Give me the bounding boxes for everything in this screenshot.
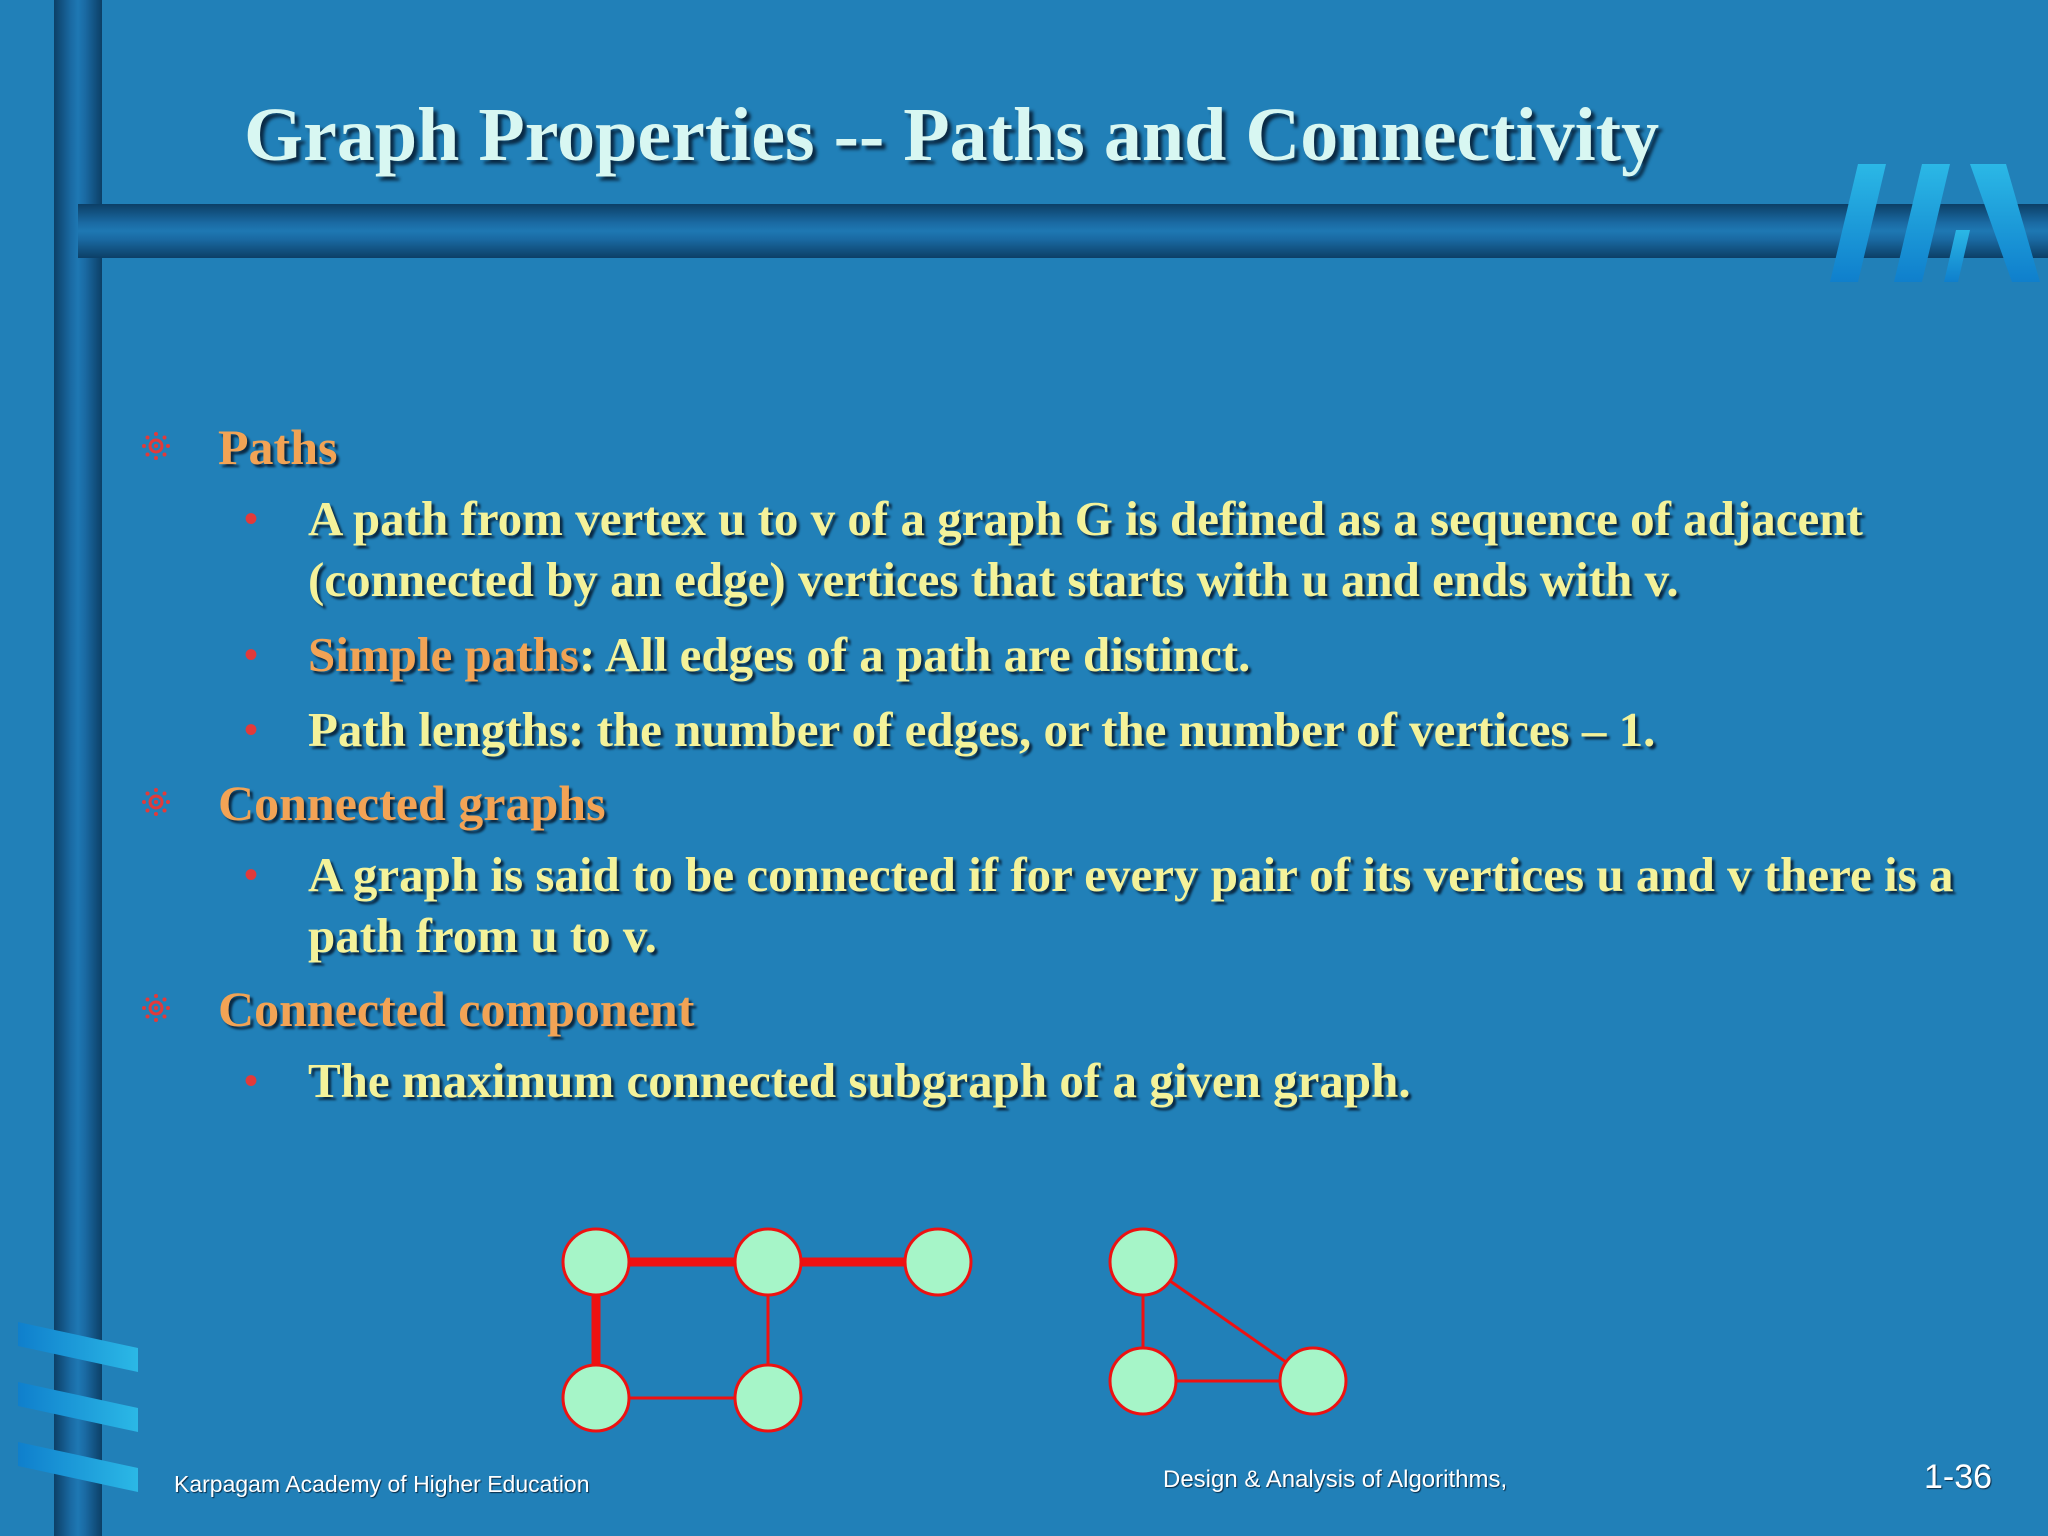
bullet-item	[140, 488, 1970, 610]
bullet-text: : All edges of a path are distinct.	[578, 627, 1251, 682]
bullet-text: A graph is said to be connected if for every pair of its vertices u and v there is a path from u to v.	[308, 847, 1954, 963]
slide-title: Graph Properties -- Paths and Connectivity	[244, 93, 1660, 177]
bullet-text: A path from vertex u to v of a graph G is defined as a sequence of adjacent (connected by an edge) vertices that starts with u and ends with v.	[308, 491, 1863, 607]
graph-nodes	[563, 1229, 1346, 1431]
footer-course: Design & Analysis of Algorithms,	[1163, 1466, 1508, 1493]
graph-node	[735, 1365, 801, 1431]
bullet-item	[140, 699, 1970, 760]
footer-page-number: 1-36	[1924, 1458, 1993, 1496]
bullet-text: The maximum connected subgraph of a given graph.	[308, 1053, 1411, 1108]
graph-node	[905, 1229, 971, 1295]
stripes-logo-top-right	[1830, 160, 2040, 285]
bullet-text: Path lengths: the number of edges, or the number of vertices – 1.	[308, 702, 1656, 757]
bullet-dot-icon: •	[244, 632, 259, 677]
bullet-item	[140, 624, 1970, 685]
bullet-sun-icon	[142, 994, 170, 1022]
bullet-item	[140, 1050, 1970, 1111]
heading-text: Connected component	[218, 981, 695, 1037]
graph-node	[735, 1229, 801, 1295]
heading-text: Connected graphs	[218, 775, 606, 831]
bullet-dot-icon: •	[244, 707, 259, 752]
slide-body	[140, 418, 1970, 1125]
section-heading-connected-component	[140, 980, 1970, 1038]
graph-node	[563, 1229, 629, 1295]
bullet-dot-icon: •	[244, 852, 259, 897]
term-simple-paths: Simple paths	[308, 627, 579, 682]
heading-text: Paths	[218, 419, 338, 475]
section-heading-connected-graphs	[140, 774, 1970, 832]
footer-institution: Karpagam Academy of Higher Education	[174, 1471, 590, 1497]
graph-node	[563, 1365, 629, 1431]
bullet-item	[140, 844, 1970, 966]
bullet-sun-icon	[142, 788, 170, 816]
graph-node	[1110, 1348, 1176, 1414]
stripes-logo-bottom-left	[12, 1320, 142, 1500]
graph-node	[1280, 1348, 1346, 1414]
graph-edges	[596, 1262, 1313, 1398]
bullet-dot-icon: •	[244, 1058, 259, 1103]
graph-node	[1110, 1229, 1176, 1295]
bullet-sun-icon	[142, 432, 170, 460]
section-heading-paths	[140, 418, 1970, 476]
bullet-dot-icon: •	[244, 496, 259, 541]
title-underline-bar	[78, 204, 2048, 258]
edge	[1143, 1262, 1313, 1381]
